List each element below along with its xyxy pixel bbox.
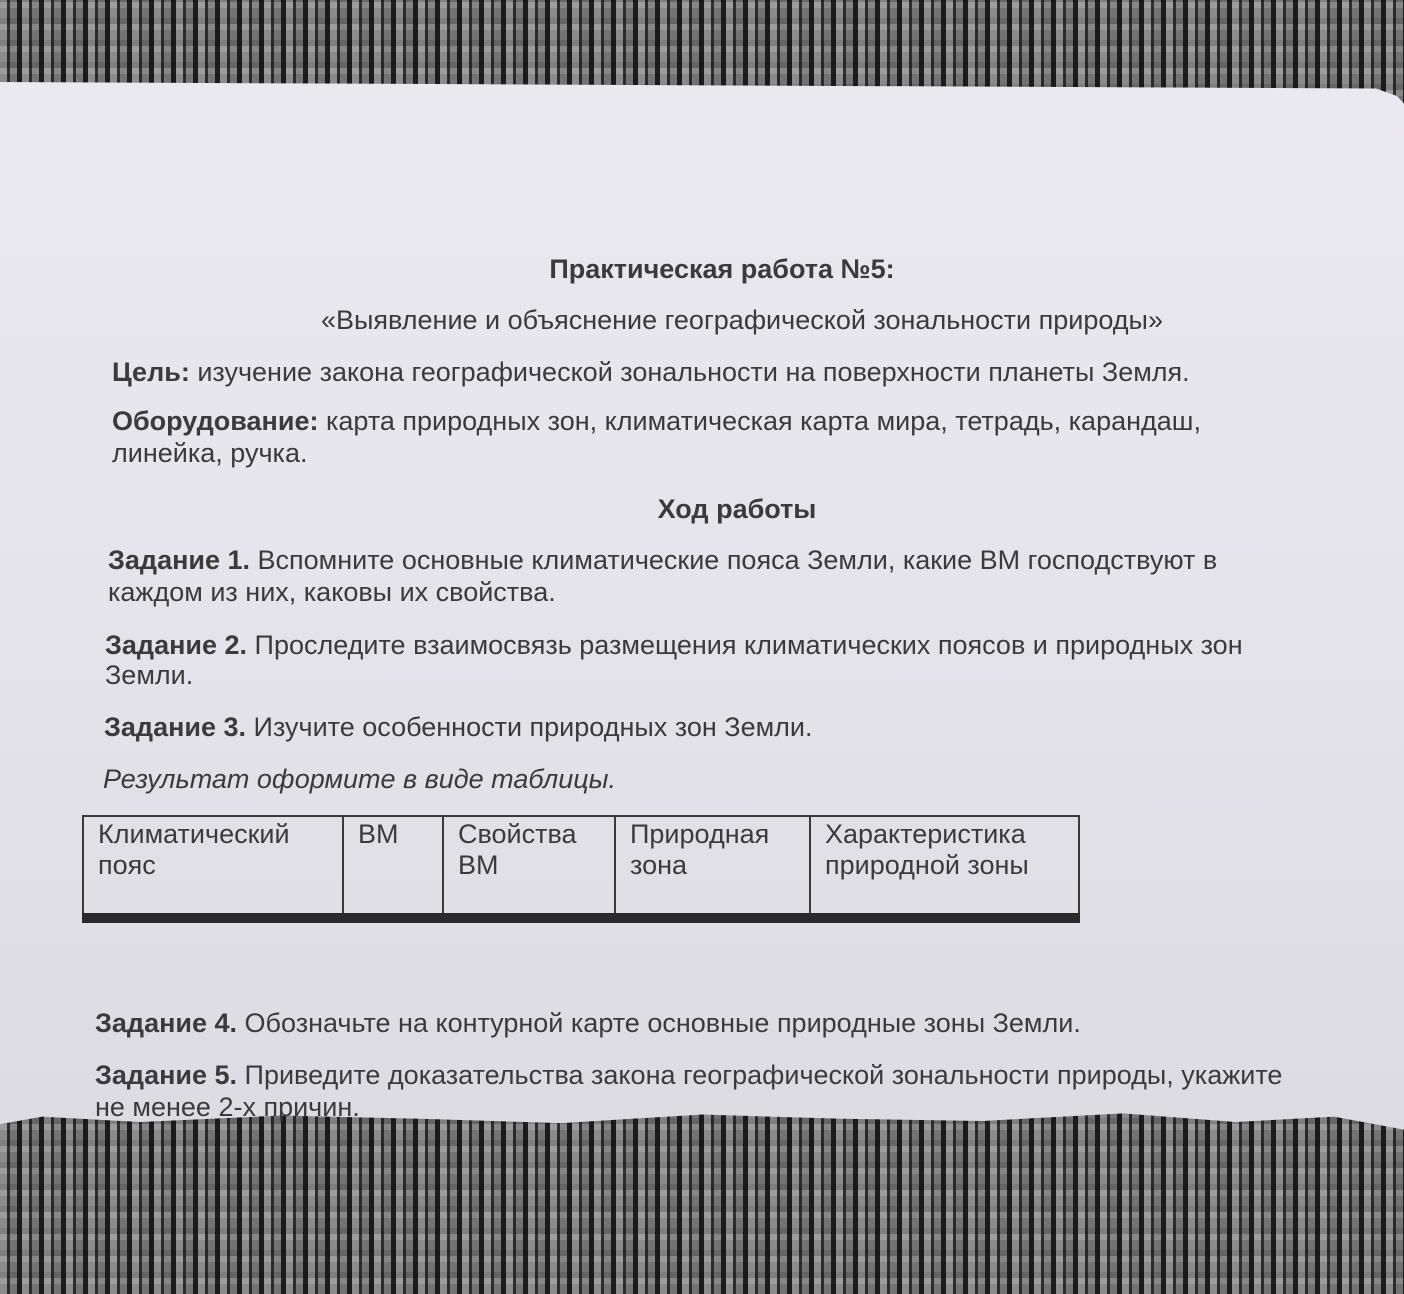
task-1-continued: каждом из них, каковы их свойства. — [108, 577, 556, 607]
fabric-background-bottom — [0, 1140, 1404, 1294]
progress-heading: Ход работы — [657, 494, 817, 524]
result-instruction: Результат оформите в виде таблицы. — [103, 764, 617, 794]
goal-paragraph — [112, 357, 1190, 387]
task-5-continued: не менее 2-х причин. — [95, 1092, 360, 1122]
table-header-cell — [343, 816, 443, 918]
header-line: пояс — [98, 850, 156, 880]
task-2-label: Задание 2. — [105, 630, 248, 660]
task-1-text: Вспомните основные климатические пояса Земли, какие ВМ господствуют в — [250, 545, 1218, 575]
task-2 — [105, 630, 1243, 660]
goal-label: Цель: — [112, 357, 190, 387]
task-2-continued: Земли. — [105, 660, 194, 690]
page-title: Практическая работа №5: — [549, 254, 895, 284]
task-4 — [95, 1008, 1081, 1038]
task-1 — [108, 545, 1217, 575]
equipment-text-continued: линейка, ручка. — [112, 438, 308, 468]
task-3-text: Изучите особенности природных зон Земли. — [246, 712, 813, 742]
header-line: Свойства — [458, 819, 577, 849]
page-subtitle: «Выявление и объяснение географической зональности природы» — [321, 305, 1163, 335]
header-line: природной зоны — [825, 850, 1029, 880]
task-2-text: Проследите взаимосвязь размещения климатических поясов и природных зон — [247, 630, 1243, 660]
table-header-cell — [83, 816, 343, 918]
task-4-text: Обозначьте на контурной карте основные природные зоны Земли. — [237, 1008, 1081, 1038]
task-4-label: Задание 4. — [95, 1008, 238, 1038]
task-1-label: Задание 1. — [108, 545, 251, 575]
equipment-text: карта природных зон, климатическая карта мира, тетрадь, карандаш, — [318, 406, 1201, 436]
equipment-label: Оборудование: — [112, 406, 319, 436]
header-line: ВМ — [458, 850, 499, 880]
table-header-cell — [615, 816, 810, 918]
result-table — [82, 815, 1080, 923]
task-5 — [95, 1060, 1282, 1090]
paper-sheet — [0, 82, 1404, 1162]
fabric-background-top — [0, 0, 1404, 95]
table-header-cell — [443, 816, 615, 918]
task-3 — [104, 712, 813, 742]
equipment-paragraph — [112, 406, 1201, 436]
table-header-row — [83, 816, 1079, 918]
header-line: Природная — [630, 819, 770, 849]
table-header-cell — [810, 816, 1079, 918]
header-line: Характеристика — [825, 819, 1026, 849]
task-5-label: Задание 5. — [95, 1060, 238, 1090]
goal-text: изучение закона географической зональности на поверхности планеты Земля. — [189, 357, 1190, 387]
header-line: зона — [630, 850, 688, 880]
header-line: ВМ — [358, 819, 399, 849]
task-5-text: Приведите доказательства закона географической зональности природы, укажите — [237, 1060, 1283, 1090]
header-line: Климатический — [98, 819, 290, 849]
task-3-label: Задание 3. — [104, 712, 247, 742]
